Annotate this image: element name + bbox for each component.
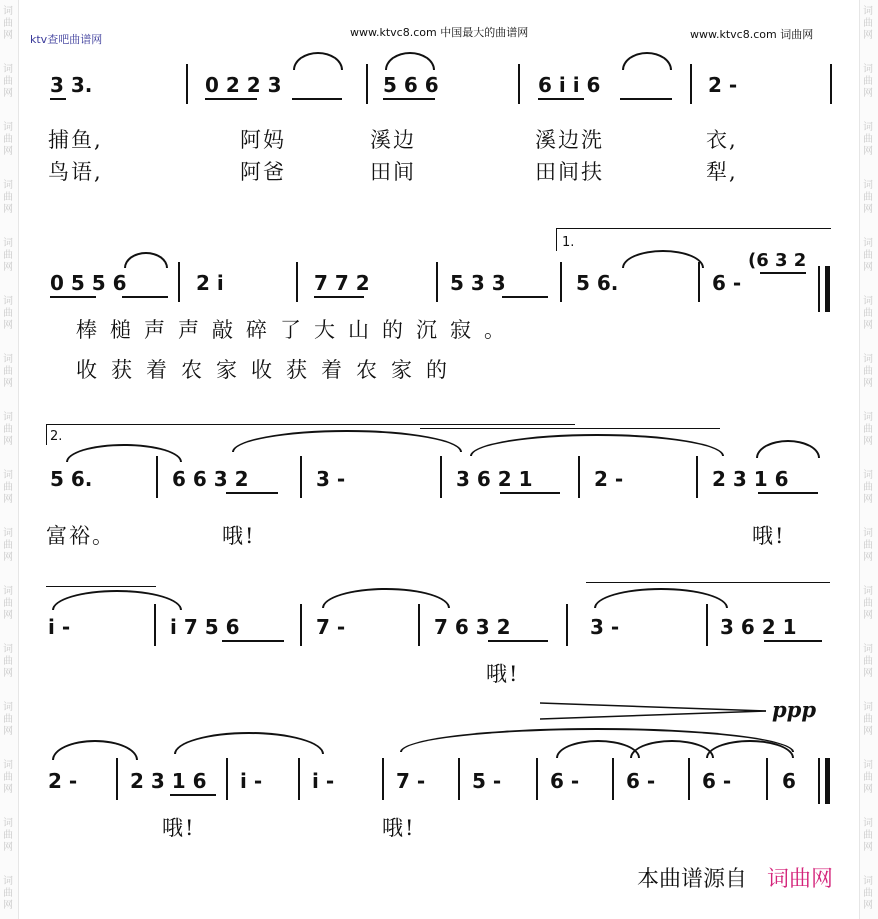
- notes-measure: 7 -: [396, 769, 426, 793]
- notes-measure: 5 3 3: [450, 271, 506, 295]
- watermark-glyph: 词 曲 网: [3, 180, 13, 215]
- watermark-glyph: 词 曲 网: [863, 238, 873, 273]
- source-label: 本曲谱源自: [636, 867, 747, 892]
- site-header-right: www.ktvc8.com 词曲网: [690, 28, 814, 41]
- underline: [222, 640, 284, 642]
- watermark-glyph: 词 曲 网: [3, 354, 13, 389]
- watermark-glyph: 词 曲 网: [3, 64, 13, 99]
- watermark-glyph: 词 曲 网: [863, 818, 873, 853]
- volta-label: 1.: [562, 235, 575, 250]
- phrase-line: [420, 428, 720, 429]
- source-credit: [637, 862, 833, 893]
- lyric: 鸟语,: [48, 160, 103, 184]
- lyric: 捕鱼,: [48, 128, 103, 152]
- watermark-glyph: 词 曲 网: [3, 818, 13, 853]
- lyric: 棒槌声声敲碎了大山的沉寂。: [76, 318, 518, 342]
- slur: [622, 52, 672, 70]
- barline: [766, 758, 768, 800]
- watermark-glyph: 词 曲 网: [863, 702, 873, 737]
- watermark-glyph: 词 曲 网: [863, 528, 873, 563]
- tie: [52, 740, 138, 760]
- barline: [436, 262, 438, 302]
- notes-measure: 0 5 5 6: [50, 271, 127, 295]
- watermark-glyph: 词 曲 网: [863, 586, 873, 621]
- underline: [502, 296, 548, 298]
- notes-measure: 2 i: [196, 271, 224, 295]
- notes-measure: 3 3.: [50, 73, 93, 97]
- watermark-glyph: 词 曲 网: [863, 876, 873, 911]
- lyric: 哦!: [222, 524, 256, 548]
- barline: [518, 64, 520, 104]
- barline: [226, 758, 228, 800]
- barline: [298, 758, 300, 800]
- lyric: 田间: [370, 160, 416, 184]
- tie: [622, 250, 704, 268]
- watermark-glyph: 词 曲 网: [3, 470, 13, 505]
- notes-measure: 5 -: [472, 769, 502, 793]
- lyric: 溪边洗: [535, 128, 604, 152]
- notes-measure: 5 6 6: [383, 73, 439, 97]
- barline: [186, 64, 188, 104]
- lyric: 阿妈: [240, 128, 286, 152]
- watermark-glyph: 词 曲 网: [3, 122, 13, 157]
- tie: [52, 590, 182, 610]
- lyric: 收获着农家收获着农家的: [76, 358, 461, 382]
- watermark-glyph: 词 曲 网: [3, 238, 13, 273]
- lyric: 阿爸: [240, 160, 286, 184]
- slur: [293, 52, 343, 70]
- notes-measure: i -: [312, 769, 335, 793]
- notes-measure: 2 -: [708, 73, 738, 97]
- slur: [124, 252, 168, 268]
- barline: [300, 604, 302, 646]
- lyric: 田间扶: [535, 160, 604, 184]
- underline: [170, 794, 216, 796]
- underline: [205, 98, 257, 100]
- phrase-line: [46, 586, 156, 587]
- underline: [760, 272, 806, 274]
- barline: [178, 262, 180, 302]
- notes-measure: 2 -: [48, 769, 78, 793]
- underline: [620, 98, 672, 100]
- watermark-glyph: 词 曲 网: [863, 6, 873, 41]
- notes-measure: 3 6 2 1: [720, 615, 797, 639]
- barline: [116, 758, 118, 800]
- site-header-left[interactable]: ktv查吧曲谱网: [30, 33, 103, 46]
- notes-measure: 6 -: [702, 769, 732, 793]
- underline: [764, 640, 822, 642]
- notes-measure: 7 6 3 2: [434, 615, 511, 639]
- barline: [566, 604, 568, 646]
- slur: [385, 52, 435, 70]
- watermark-glyph: 词 曲 网: [863, 296, 873, 331]
- tie: [756, 440, 820, 458]
- notes-measure: 2 3 1 6: [130, 769, 207, 793]
- barline: [698, 262, 700, 302]
- underline: [314, 296, 364, 298]
- watermark-glyph: 词 曲 网: [863, 412, 873, 447]
- underline: [292, 98, 342, 100]
- watermark-glyph: 词 曲 网: [863, 122, 873, 157]
- lyric: 溪边: [370, 128, 416, 152]
- lyric: 哦!: [486, 662, 520, 686]
- watermark-glyph: 词 曲 网: [3, 644, 13, 679]
- underline: [538, 98, 584, 100]
- underline: [488, 640, 548, 642]
- tie: [174, 732, 324, 754]
- notes-measure: i -: [48, 615, 71, 639]
- watermark-glyph: 词 曲 网: [3, 528, 13, 563]
- barline: [696, 456, 698, 498]
- watermark-glyph: 词 曲 网: [863, 760, 873, 795]
- underline: [50, 98, 66, 100]
- notes-measure: 6 -: [550, 769, 580, 793]
- notes-measure: 6 i i 6: [538, 73, 601, 97]
- notes-measure: 3 6 2 1: [456, 467, 533, 491]
- watermark-glyph: 词 曲 网: [3, 6, 13, 41]
- lyric: 哦!: [382, 816, 416, 840]
- site-header-middle: www.ktvc8.com 中国最大的曲谱网: [350, 26, 529, 39]
- notes-measure: i -: [240, 769, 263, 793]
- watermark-glyph: 词 曲 网: [3, 412, 13, 447]
- tie: [322, 588, 450, 608]
- pickup-phrase: (6 3 2: [748, 250, 807, 271]
- notes-measure: 7 -: [316, 615, 346, 639]
- lyric: 富裕。: [46, 524, 115, 548]
- notes-measure: 3 -: [316, 467, 346, 491]
- final-barline-thin: [818, 758, 820, 804]
- dynamic-marking: ppp: [772, 697, 817, 722]
- lyric: 衣,: [706, 128, 738, 152]
- notes-measure: 6 6 3 2: [172, 467, 249, 491]
- underline: [50, 296, 96, 298]
- barline: [300, 456, 302, 498]
- underline: [383, 98, 435, 100]
- decrescendo-hairpin: [540, 700, 770, 722]
- watermark-glyph: 词 曲 网: [3, 586, 13, 621]
- notes-measure: i 7 5 6: [170, 615, 240, 639]
- final-barline-thick: [825, 758, 830, 804]
- notes-measure: 2 -: [594, 467, 624, 491]
- notes-measure: 0 2 2 3: [205, 73, 282, 97]
- source-site-link[interactable]: 词曲网: [766, 867, 833, 892]
- barline: [688, 758, 690, 800]
- notes-measure: 6: [782, 769, 796, 793]
- watermark-glyph: 词 曲 网: [3, 296, 13, 331]
- notes-measure: 5 6.: [50, 467, 93, 491]
- barline: [458, 758, 460, 800]
- lyric: 哦!: [752, 524, 786, 548]
- underline: [122, 296, 168, 298]
- barline: [382, 758, 384, 800]
- watermark-glyph: 词 曲 网: [863, 180, 873, 215]
- barline: [578, 456, 580, 498]
- repeat-barline-thin: [818, 266, 820, 312]
- notes-measure: 6 -: [712, 271, 742, 295]
- barline: [690, 64, 692, 104]
- right-watermark-strip: [859, 0, 878, 919]
- barline: [612, 758, 614, 800]
- left-watermark-strip: [0, 0, 19, 919]
- phrase-line: [586, 582, 830, 583]
- repeat-barline-thick: [825, 266, 830, 312]
- barline: [440, 456, 442, 498]
- watermark-glyph: 词 曲 网: [3, 760, 13, 795]
- notes-measure: 2 3 1 6: [712, 467, 789, 491]
- notes-measure: 5 6.: [576, 271, 619, 295]
- barline: [296, 262, 298, 302]
- watermark-glyph: 词 曲 网: [863, 64, 873, 99]
- watermark-glyph: 词 曲 网: [863, 354, 873, 389]
- barline: [560, 262, 562, 302]
- barline: [156, 456, 158, 498]
- barline: [830, 64, 832, 104]
- notes-measure: 3 -: [590, 615, 620, 639]
- barline: [536, 758, 538, 800]
- notes-measure: 7 7 2: [314, 271, 370, 295]
- underline: [500, 492, 560, 494]
- watermark-glyph: 词 曲 网: [3, 702, 13, 737]
- notes-measure: 6 -: [626, 769, 656, 793]
- volta-label: 2.: [50, 429, 63, 444]
- underline: [226, 492, 278, 494]
- watermark-glyph: 词 曲 网: [863, 470, 873, 505]
- barline: [706, 604, 708, 646]
- underline: [758, 492, 818, 494]
- tie: [66, 444, 182, 462]
- barline: [418, 604, 420, 646]
- lyric: 犁,: [706, 160, 738, 184]
- lyric: 哦!: [162, 816, 196, 840]
- barline: [366, 64, 368, 104]
- barline: [154, 604, 156, 646]
- watermark-glyph: 词 曲 网: [863, 644, 873, 679]
- volta-bracket-1: [556, 228, 831, 251]
- watermark-glyph: 词 曲 网: [3, 876, 13, 911]
